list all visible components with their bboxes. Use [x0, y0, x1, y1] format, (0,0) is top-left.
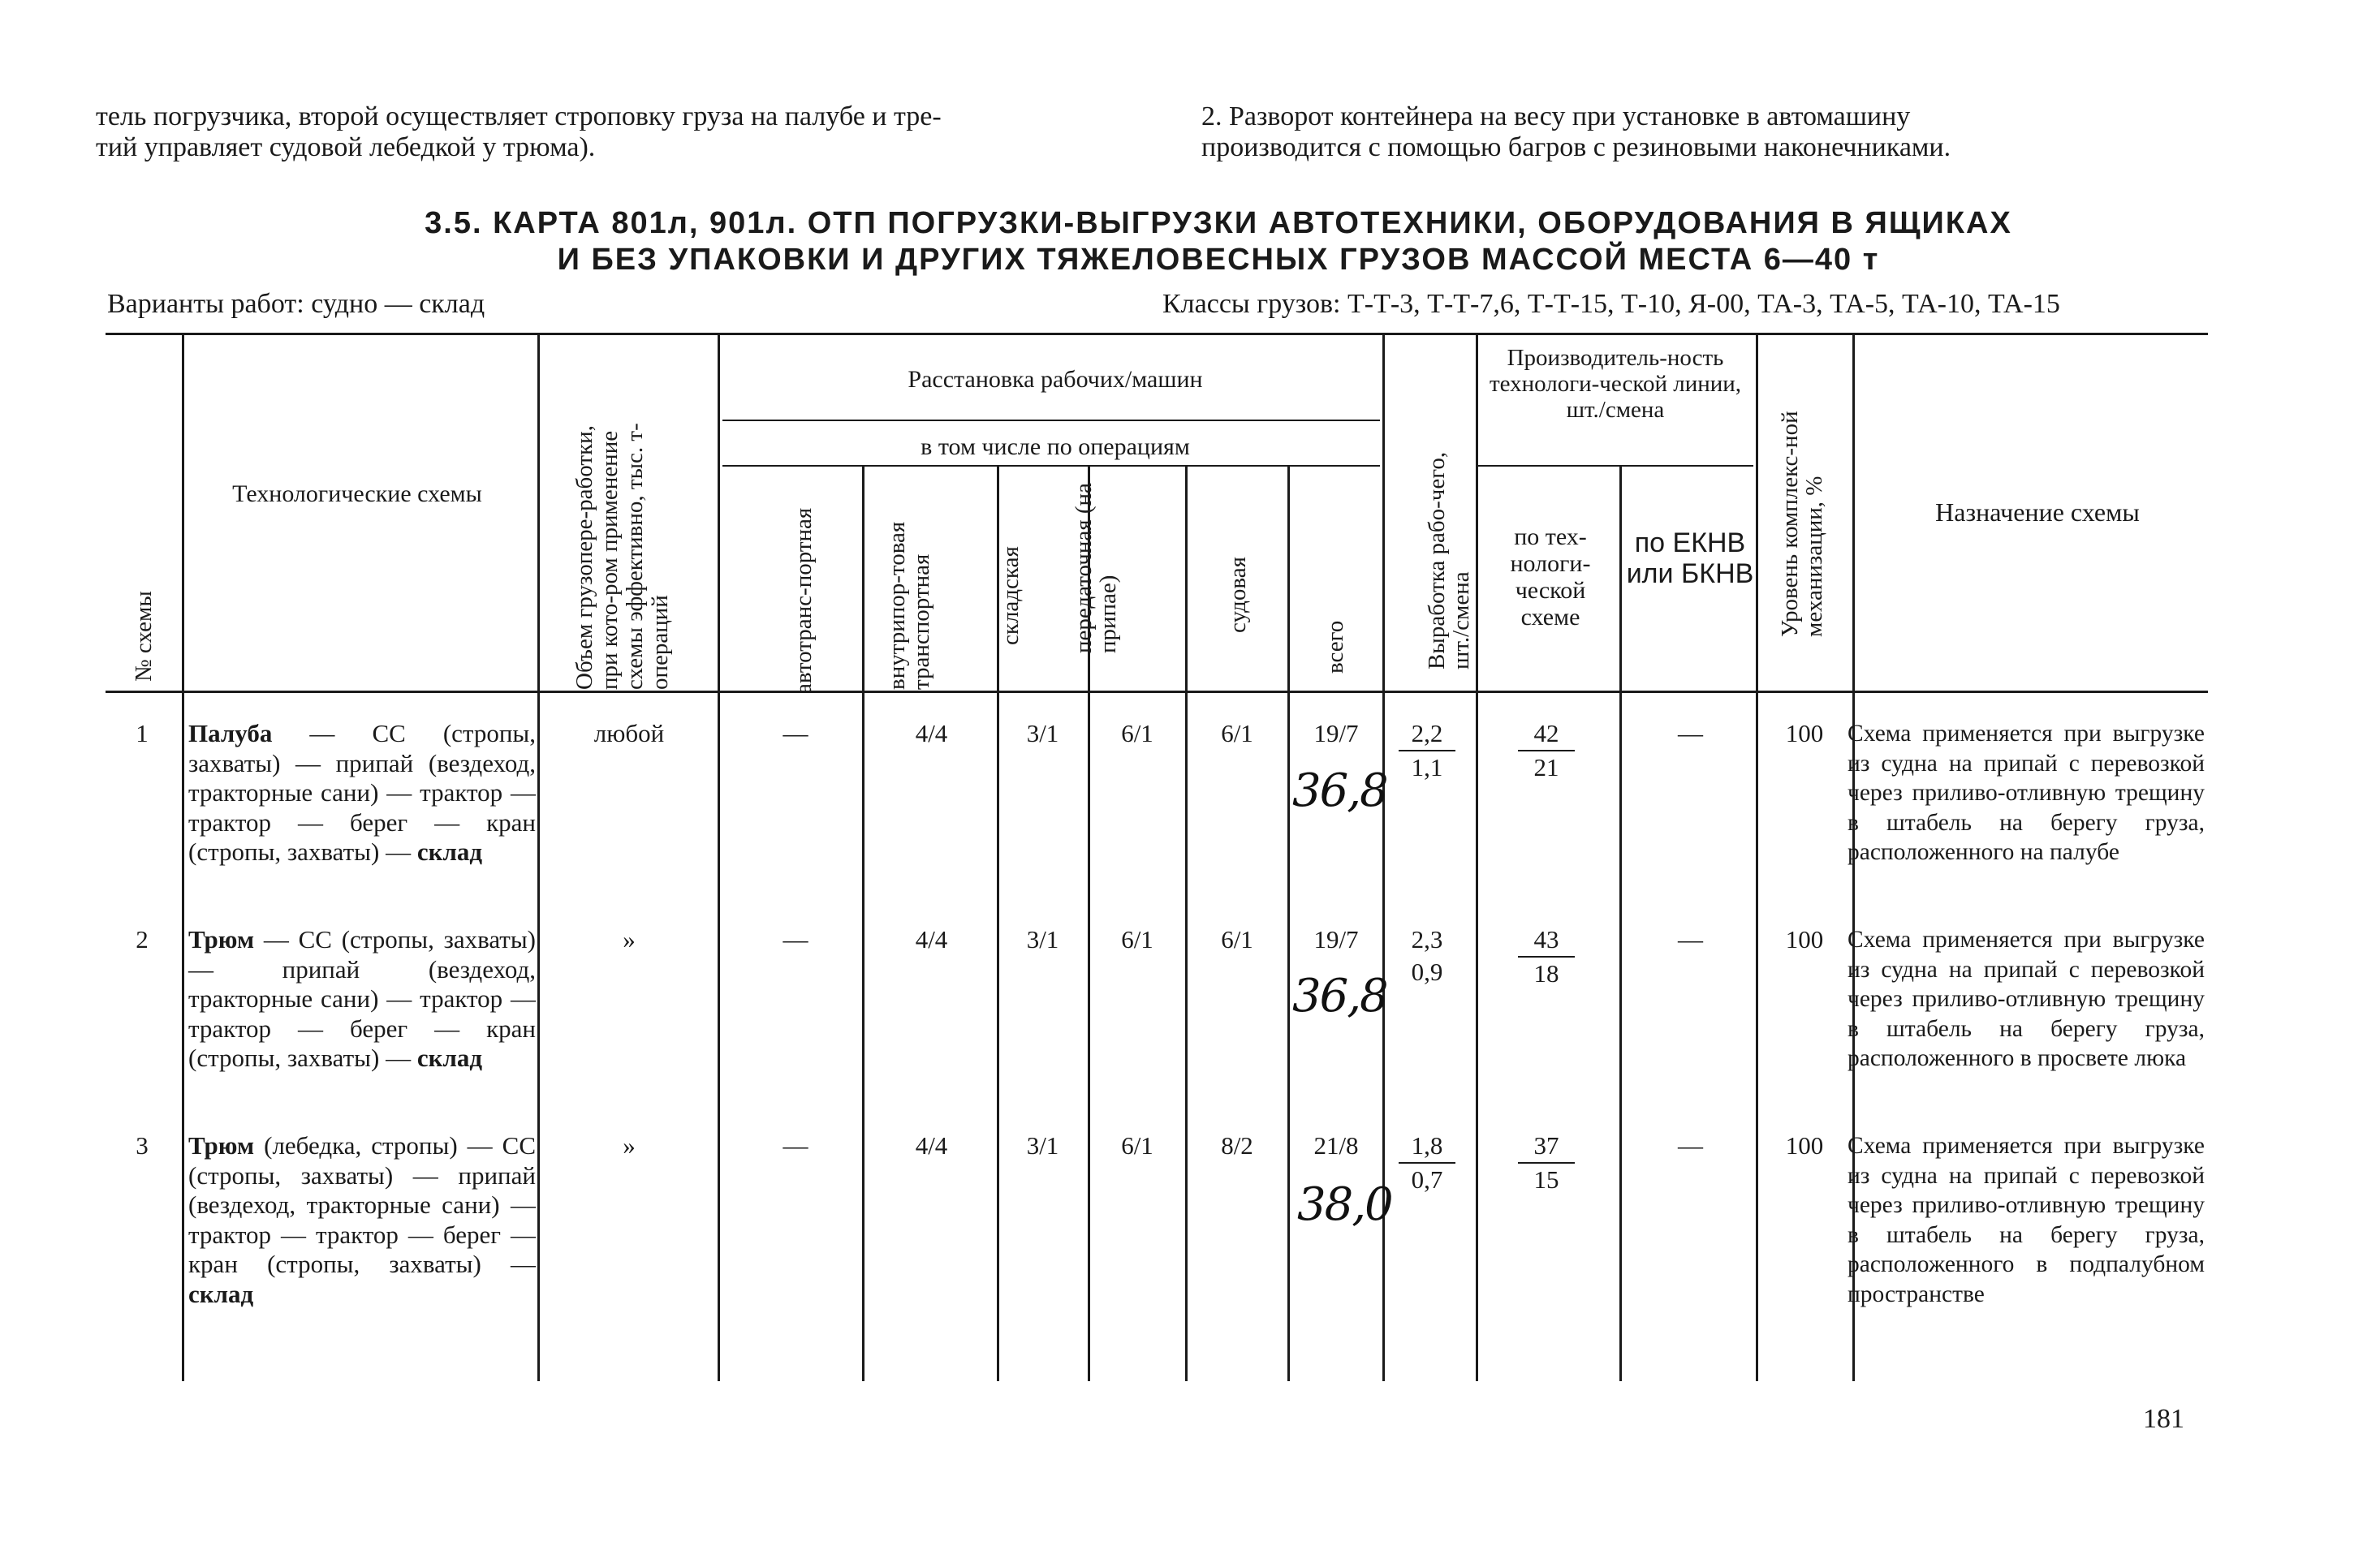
row-purpose: Схема применяется при выгрузке из судна на припай с перевозкой через приливо-отливную трещину в штабель на берегу груза, расположенного на палубе [1848, 721, 2205, 865]
row-scheme-description [188, 719, 536, 867]
row-volume: любой [593, 719, 665, 747]
row-output [1399, 925, 1455, 987]
header-mechanization-text: Уровень комплекс-ной механизации, % [1777, 411, 1827, 637]
header-total: всего [1322, 620, 1348, 674]
row-output-den: 0,9 [1411, 958, 1443, 986]
header-by-eknv: по ЕКНВ или БКНВ [1626, 527, 1754, 589]
row-productivity [1518, 925, 1575, 988]
section-heading-line-2: И БЕЗ УПАКОВКИ И ДРУГИХ ТЯЖЕЛОВЕСНЫХ ГРУЗОВ МАССОЙ МЕСТА 6—40 т [557, 243, 1880, 277]
row-warehouse: 3/1 [1026, 719, 1059, 747]
header-transfer [1071, 483, 1128, 653]
section-heading-line-1: 3.5. КАРТА 801л, 901л. ОТП ПОГРУЗКИ-ВЫГРУЗКИ АВТОТЕХНИКИ, ОБОРУДОВАНИЯ В ЯЩИКАХ [425, 206, 2012, 240]
row-auto: — [783, 719, 808, 747]
header-intraport-text: внутрипор-товая транспортная [884, 521, 934, 690]
row-warehouse: 3/1 [1026, 925, 1059, 954]
header-scheme-number: № схемы [131, 591, 157, 682]
row-eknv: — [1678, 719, 1703, 747]
intro-left-paragraph [96, 101, 1119, 163]
row-output-den: 1,1 [1411, 753, 1443, 781]
header-placement: Расстановка рабочих/машин [908, 366, 1203, 393]
header-technological-schemes: Технологические схемы [232, 480, 482, 507]
row-total: 19/7 [1313, 719, 1359, 747]
row-output [1399, 1131, 1455, 1195]
row-productivity-num: 42 [1518, 719, 1575, 751]
intro-left-line-1: тель погрузчика, второй осуществляет строповку груза на палубе и тре- [96, 101, 942, 131]
header-output [1425, 426, 1481, 669]
row-transfer: 6/1 [1121, 925, 1153, 954]
row-purpose: Схема применяется при выгрузке из судна на припай с перевозкой через приливо-отливную трещину в штабель на берегу груза, расположенного в просвете люка [1848, 927, 2205, 1071]
row-scheme-end: склад [416, 837, 483, 866]
intro-right-paragraph [1201, 101, 2200, 163]
header-volume-text: Объем грузопере-работки, при кото-ром применение схемы эффективно, тыс. т-операций [571, 423, 673, 690]
row-ship: 6/1 [1221, 925, 1253, 954]
row-scheme-body: (лебедка, стропы) — СС (стропы, захваты) — припай (вездеход, тракторные сани) — трактор — трактор — берег — кран (стропы, захваты) — [188, 1131, 536, 1278]
row-productivity [1518, 1131, 1575, 1195]
header-transfer-text: передаточная (на припае) [1071, 483, 1121, 653]
header-purpose: Назначение схемы [1935, 497, 2140, 527]
header-productivity: Производитель-ность технологи-ческой линии, шт./смена [1489, 345, 1742, 423]
row-output-num: 2,3 [1411, 925, 1443, 954]
row-number: 1 [136, 719, 149, 747]
row-scheme-description [188, 1131, 536, 1309]
row-productivity-den: 21 [1533, 753, 1559, 781]
work-variants: Варианты работ: судно — склад [107, 289, 485, 319]
header-intraport-transport [885, 471, 966, 690]
row-number: 2 [136, 925, 149, 954]
row-total: 19/7 [1313, 925, 1359, 954]
intro-left-line-2: тий управляет судовой лебедкой у трюма). [96, 132, 596, 162]
header-by-operations: в том числе по операциям [921, 433, 1190, 460]
row-mechanization: 100 [1785, 1131, 1824, 1160]
col-divider [537, 334, 540, 1381]
row-purpose: Схема применяется при выгрузке из судна на припай с перевозкой через приливо-отливную трещину в штабель на берегу груза, расположенного в подпалубном пространстве [1848, 1133, 2205, 1307]
row-productivity-den: 15 [1533, 1165, 1559, 1194]
row-number: 3 [136, 1131, 149, 1160]
col-divider [1287, 467, 1290, 1381]
operations-sub-rule [722, 465, 1380, 467]
row-productivity-num: 43 [1518, 925, 1575, 958]
row-scheme-description [188, 925, 536, 1074]
row-mechanization: 100 [1785, 925, 1824, 954]
table-top-rule [106, 333, 2208, 335]
row-mechanization: 100 [1785, 719, 1824, 747]
row-scheme-body: — СС (стропы, захваты) — припай (вездеход, тракторные сани) — трактор — трактор — берег — кран (стропы, захваты) — [188, 925, 536, 1072]
row-ship: 6/1 [1221, 719, 1253, 747]
col-divider [718, 334, 720, 1381]
row-handwritten-note: 36,8 [1292, 970, 1387, 1022]
row-productivity-den: 18 [1533, 959, 1559, 988]
col-divider [1619, 467, 1622, 1381]
row-productivity-num: 37 [1518, 1131, 1575, 1164]
col-divider [862, 467, 864, 1381]
header-warehouse: складская [998, 546, 1024, 645]
productivity-sub-rule [1476, 465, 1753, 467]
header-volume [572, 414, 678, 690]
header-auto-transport [791, 483, 848, 694]
intro-right-line-2: производится с помощью багров с резиновыми наконечниками. [1201, 132, 1951, 162]
row-productivity [1518, 719, 1575, 782]
row-handwritten-note: 36,8 [1292, 764, 1387, 817]
row-volume: » [623, 925, 636, 954]
row-intraport: 4/4 [915, 1131, 948, 1160]
row-warehouse: 3/1 [1026, 1131, 1059, 1160]
row-scheme-body: — СС (стропы, захваты) — припай (вездеход, тракторные сани) — трактор — трактор — берег — кран (стропы, захваты) — [188, 719, 536, 866]
row-scheme-start: Палуба [188, 719, 273, 747]
col-divider [1185, 467, 1188, 1381]
col-divider [1756, 334, 1758, 1381]
cargo-classes: Классы грузов: Т-Т-3, Т-Т-7,6, Т-Т-15, Т-10, Я-00, ТА-3, ТА-5, ТА-10, ТА-15 [1162, 289, 2060, 319]
row-eknv: — [1678, 1131, 1703, 1160]
row-transfer: 6/1 [1121, 1131, 1153, 1160]
row-auto: — [783, 1131, 808, 1160]
row-transfer: 6/1 [1121, 719, 1153, 747]
col-divider [182, 334, 184, 1381]
row-intraport: 4/4 [915, 719, 948, 747]
row-scheme-end: склад [188, 1279, 254, 1308]
row-auto: — [783, 925, 808, 954]
row-volume: » [623, 1131, 636, 1160]
row-output-num: 1,8 [1399, 1131, 1455, 1164]
page-number: 181 [2143, 1404, 2184, 1434]
header-by-scheme: по тех-нологи-ческой схеме [1510, 523, 1591, 631]
placement-sub-rule [722, 420, 1380, 421]
header-ship: судовая [1225, 557, 1251, 633]
row-output [1399, 719, 1455, 782]
row-eknv: — [1678, 925, 1703, 954]
row-output-den: 0,7 [1411, 1165, 1443, 1194]
row-total: 21/8 [1313, 1131, 1359, 1160]
row-intraport: 4/4 [915, 925, 948, 954]
header-auto-transport-text: автотранс-портная [791, 507, 817, 694]
row-scheme-end: склад [416, 1044, 483, 1072]
intro-right-line-1: 2. Разворот контейнера на весу при установке в автомашину [1201, 101, 1911, 131]
header-bottom-rule [106, 691, 2208, 693]
row-handwritten-note: 38,0 [1297, 1178, 1392, 1231]
row-scheme-start: Трюм [188, 925, 255, 954]
row-scheme-start: Трюм [188, 1131, 255, 1160]
row-ship: 8/2 [1221, 1131, 1253, 1160]
header-output-text: Выработка рабо-чего, шт./смена [1424, 451, 1474, 669]
row-output-num: 2,2 [1399, 719, 1455, 751]
header-mechanization [1778, 394, 1835, 637]
